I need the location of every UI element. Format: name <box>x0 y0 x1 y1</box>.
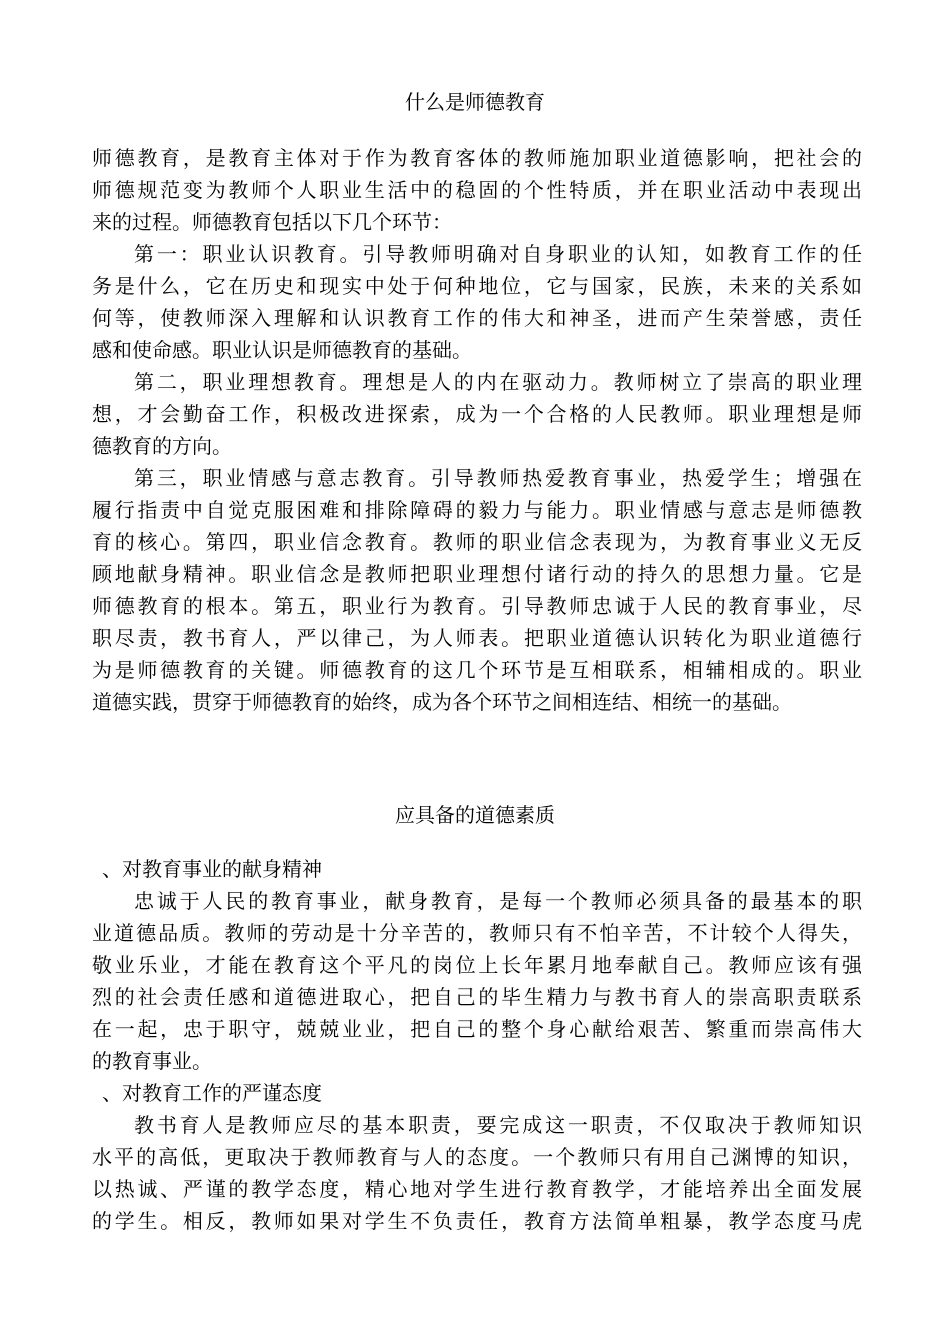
section-title-moral-qualities: 应具备的道德素质 <box>395 803 555 827</box>
section-body-moral-qualities <box>92 853 862 1237</box>
paragraph-line: 第三，职业情感与意志教育。引导教师热爱教育事业，热爱学生；增强在 <box>134 466 862 490</box>
paragraph-line: 师德教育的根本。第五，职业行为教育。引导教师忠诚于人民的教育事业，尽 <box>92 594 862 618</box>
paragraph-line: 师德教育，是教育主体对于作为教育客体的教师施加职业道德影响，把社会的 <box>92 146 862 170</box>
paragraph-line: 为是师德教育的关键。师德教育的这几个环节是互相联系，相辅相成的。职业 <box>92 658 862 682</box>
paragraph-line: 教书育人是教师应尽的基本职责，要完成这一职责，不仅取决于教师知识 <box>134 1113 862 1137</box>
paragraph-line: 德教育的方向。 <box>92 434 232 458</box>
paragraph-line: 道德实践，贯穿于师德教育的始终，成为各个环节之间相连结、相统一的基础。 <box>92 690 792 714</box>
paragraph-line: 敬业乐业，才能在教育这个平凡的岗位上长年累月地奉献自己。教师应该有强 <box>92 953 862 977</box>
paragraph-line: 育的核心。第四，职业信念教育。教师的职业信念表现为，为教育事业义无反 <box>92 530 862 554</box>
paragraph-line: 水平的高低，更取决于教师教育与人的态度。一个教师只有用自己渊博的知识， <box>92 1145 862 1169</box>
paragraph-line: 以热诚、严谨的教学态度，精心地对学生进行教育教学，才能培养出全面发展 <box>92 1177 862 1201</box>
paragraph-line: 忠诚于人民的教育事业，献身教育，是每一个教师必须具备的最基本的职 <box>134 889 862 913</box>
paragraph-line: 务是什么，它在历史和现实中处于何种地位，它与国家，民族，未来的关系如 <box>92 274 862 298</box>
paragraph-line: 顾地献身精神。职业信念是教师把职业理想付诸行动的持久的思想力量。它是 <box>92 562 862 586</box>
paragraph-line: 想，才会勤奋工作，积极改进探索，成为一个合格的人民教师。职业理想是师 <box>92 402 862 426</box>
paragraph-line: 职尽责，教书育人，严以律己，为人师表。把职业道德认识转化为职业道德行 <box>92 626 862 650</box>
paragraph-line: 来的过程。师德教育包括以下几个环节： <box>92 210 452 234</box>
subheading-dedication: 、对教育事业的献身精神 <box>102 857 322 881</box>
paragraph-line: 何等，使教师深入理解和认识教育工作的伟大和神圣，进而产生荣誉感，责任 <box>92 306 862 330</box>
paragraph-line: 第二，职业理想教育。理想是人的内在驱动力。教师树立了崇高的职业理 <box>134 370 862 394</box>
paragraph-line: 第一：职业认识教育。引导教师明确对自身职业的认知，如教育工作的任 <box>134 242 862 266</box>
paragraph-line: 业道德品质。教师的劳动是十分辛苦的，教师只有不怕辛苦，不计较个人得失， <box>92 921 862 945</box>
paragraph-line: 履行指责中自觉克服困难和排除障碍的毅力与能力。职业情感与意志是师德教 <box>92 498 862 522</box>
paragraph-line: 在一起，忠于职守，兢兢业业，把自己的整个身心献给艰苦、繁重而崇高伟大 <box>92 1017 862 1041</box>
paragraph-line: 的教育事业。 <box>92 1049 212 1073</box>
subheading-rigorous-attitude: 、对教育工作的严谨态度 <box>102 1081 322 1105</box>
section-body-teacher-ethics-education <box>92 142 862 718</box>
paragraph-line: 的学生。相反，教师如果对学生不负责任，教育方法简单粗暴，教学态度马虎 <box>92 1209 862 1233</box>
paragraph-line: 感和使命感。职业认识是师德教育的基础。 <box>92 338 472 362</box>
paragraph-line: 师德规范变为教师个人职业生活中的稳固的个性特质，并在职业活动中表现出 <box>92 178 862 202</box>
paragraph-line: 烈的社会责任感和道德进取心，把自己的毕生精力与教书育人的崇高职责联系 <box>92 985 862 1009</box>
section-title-teacher-ethics-education: 什么是师德教育 <box>405 90 545 114</box>
